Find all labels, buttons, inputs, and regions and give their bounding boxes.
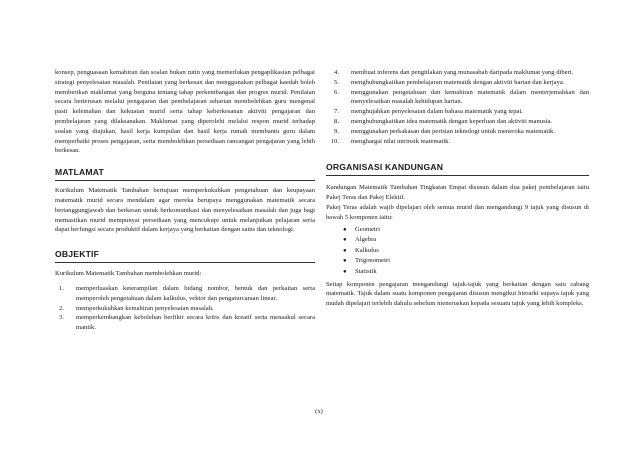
list-item: 1. memperluaskan keterampilan dalam bidang nombor, bentuk dan perkaitan serta memperoleh pengetahuan dalam kalkulus, vektor dan pengaturcaraan linear. [59, 284, 315, 302]
objektif-heading: OBJEKTIF [55, 249, 315, 263]
intro-paragraph: konsep, penguasaan kemahiran dan soalan bukan rutin yang memerlukan pengaplikasian pelbagai strategi penyelesaian masalah. Penilaian yang berkesan dan menggunakan pelbagai kaedah boleh memberikan maklumat yang berguna tentang tahap perkembangan dan progres murid. Penilaian secara berterusan melalui pengajaran dan pembelajaran seharian membolehkan guru mengenal pasti kelemahan dan kekuatan murid serta tahap keberkesanan aktiviti pengajaran dan pembelajaran yang dilaksanakan. Maklumat yang diperolehi melalui respon murid terhadap soalan yang diajukan, hasil kerja kumpulan dan hasil kerja rumah membantu guru dalam memperbaiki proses pengajaran, serta membolehkan persediaan rancangan pengajaran yang lebih berkesan. [55, 69, 315, 155]
right-column [326, 68, 589, 309]
matlamat-paragraph: Kurikulum Matematik Tambahan bertujuan memperkukuhkan pengetahuan dan keupayaan matematik murid secara mendalam agar mereka berupaya menggunakan matematik secara bertanggungjawab dan berkesan untuk berkomunikasi dan menyelesaikan masalah dan juga bagi memastikan murid mempunyai persediaan yang mencukupi untuk melanjutkan pelajaran serta dapat berfungsi secara produktif dalam kerjaya yang berkaitan dengan sains dan teknologi. [55, 187, 315, 234]
list-item: 6. menggunakan pengetahuan dan kemahiran matematik dalam menterjemahkan dan menyelesaikan masalah kehidupan harian. [334, 88, 589, 106]
component-list [326, 225, 589, 278]
page-number: (x) [315, 408, 323, 415]
objektif-list-right [326, 68, 589, 146]
bullet-icon: ● [343, 258, 347, 265]
list-item: 8. menghubungkaitkan idea matematik dengan keperluan dan aktiviti manusia. [334, 117, 553, 125]
bullet-icon: ● [343, 247, 347, 254]
list-item: 5. menghubungkaitkan pembelajaran matematik dengan aktiviti harian dan kerjaya. [334, 78, 565, 86]
bullet-icon: ● [343, 226, 347, 233]
list-item: ● Geometri [326, 225, 589, 236]
organisasi-paragraph-2: Pakej Teras adalah wajib dipelajari oleh semua murid dan mengandungi 9 tajuk yang disusun di bawah 5 komponen iaitu: [326, 203, 589, 221]
organisasi-paragraph-3: Setiap komponen pengajaran mengandungi tajuk-tajuk yang berkaitan dengan satu cabang matematik. Tajuk dalam suatu komponen pengajaran disusun mengikut hierarki supaya tajuk yang mudah dipelajari terlebih dahulu sebelum meneruskan kepada sesuatu tajuk yang lebih kompleks. [326, 280, 589, 308]
list-item: 7. menghujahkan penyelesaian dalam bahasa matematik yang tepat. [334, 108, 523, 116]
list-item: ● Trigonometri [326, 256, 589, 267]
list-item: 10. menghargai nilai intrinsik matematik. [330, 137, 451, 145]
objektif-list-left [55, 284, 315, 333]
organisasi-paragraph-1: Kandungan Matematik Tambahan Tingkatan Empat disusun dalam dua pakej pembelajaran iaitu Pakej Teras dan Pakej Elektif. [326, 184, 589, 202]
left-column [55, 68, 315, 333]
list-item: ● Kalkulus [326, 246, 589, 257]
list-item: 2. memperkukuhkan kemahiran penyelesaian masalah. [59, 304, 214, 312]
list-item: 9. menggunakan perkakasan dan perisian teknologi untuk meneroka matematik. [334, 127, 555, 135]
objektif-intro: Kurikulum Matematik Tambahan membolehkan murid: [55, 270, 202, 278]
matlamat-heading: MATLAMAT [55, 167, 315, 181]
organisasi-heading: ORGANISASI KANDUNGAN [326, 162, 589, 176]
list-item: ● Statistik [326, 267, 589, 278]
list-item: 4. membuat inferens dan pengitlakan yang munasabah daripada maklumat yang diberi. [334, 69, 574, 76]
bullet-icon: ● [343, 268, 347, 275]
bullet-icon: ● [343, 237, 347, 244]
list-item: ● Algebra [326, 235, 589, 246]
list-item: 3. memperkembangkan kebolehan berfikir secara kritis dan kreatif serta menaakul secara mantik. [59, 314, 315, 332]
